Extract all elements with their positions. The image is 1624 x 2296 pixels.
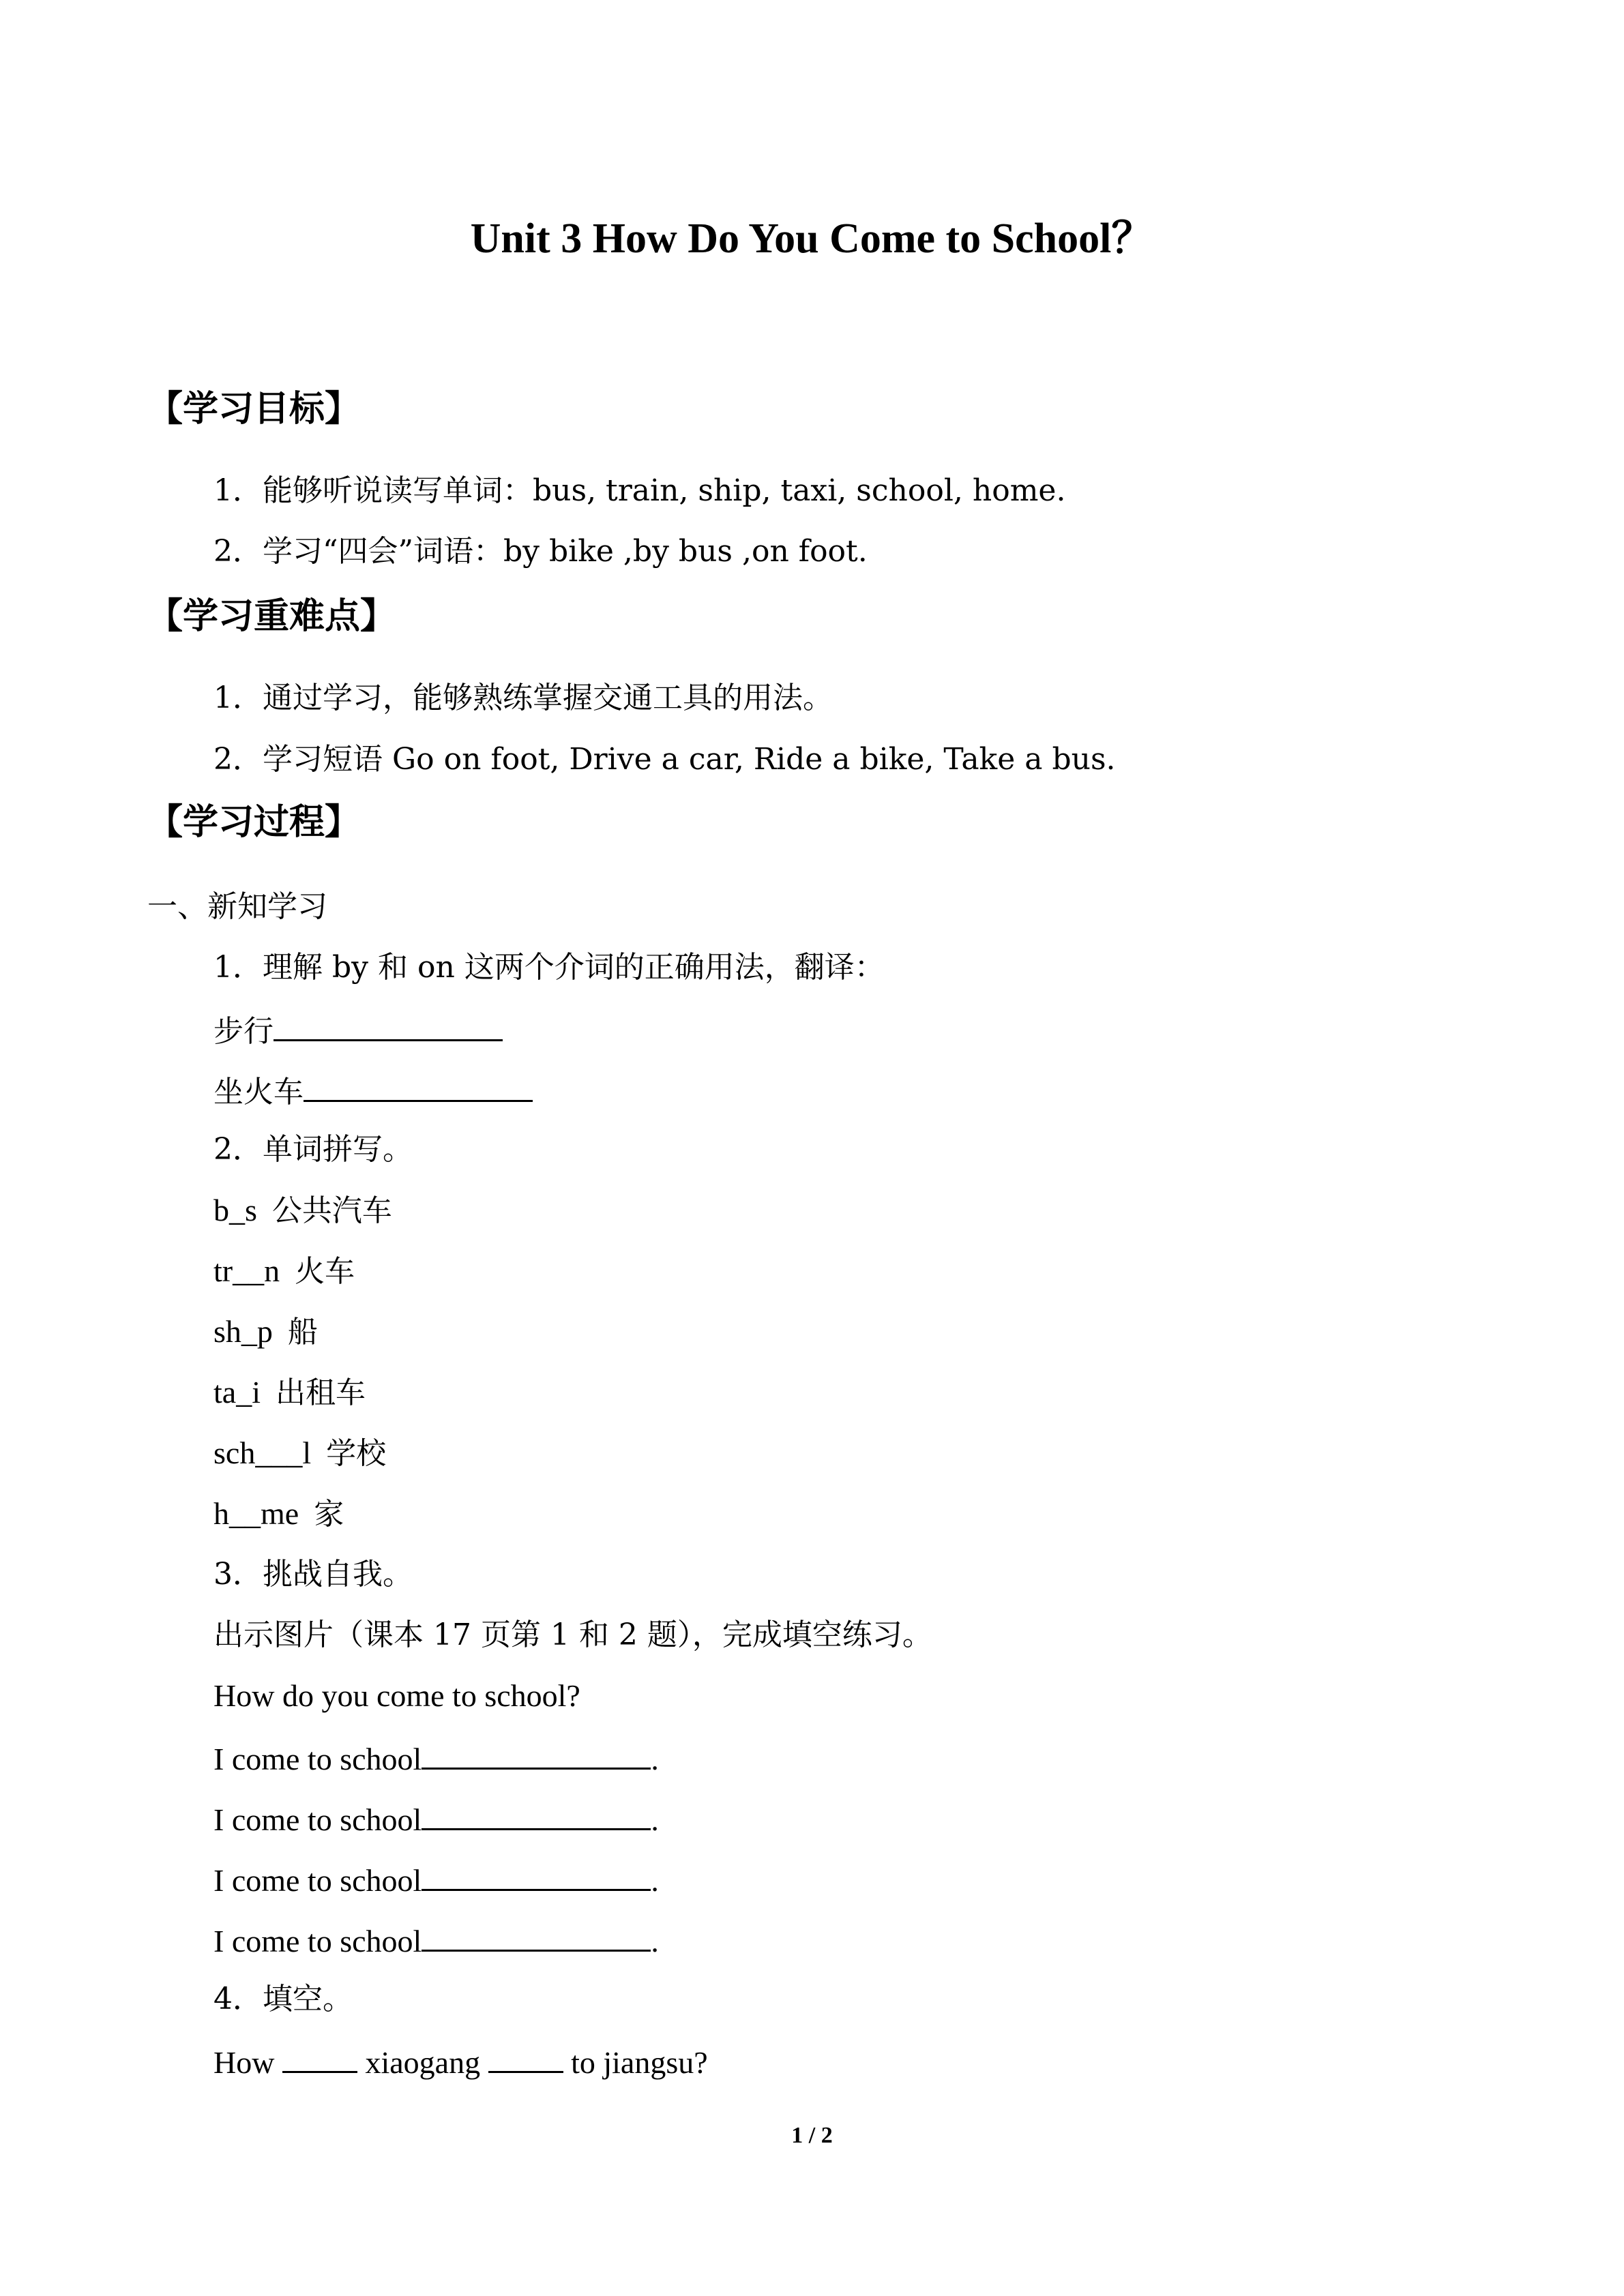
answer-end: .: [651, 1742, 659, 1776]
q1-item: [213, 1009, 503, 1051]
q4-prompt: 4．填空。: [213, 1982, 353, 2016]
spelling-meaning: 家: [314, 1497, 344, 1532]
q3-instruction: 出示图片（课本 17 页第 1 和 2 题），完成填空练习。: [213, 1617, 932, 1652]
key-points-heading: 【学习重难点】: [147, 596, 396, 637]
q1-item-label: 坐火车: [213, 1075, 304, 1109]
answer-blank[interactable]: [422, 1738, 651, 1770]
q4-sentence: [213, 2041, 708, 2082]
q4-word: to jiangsu?: [571, 2045, 708, 2080]
process-heading: 【学习过程】: [147, 802, 361, 843]
q3-answer-line: [213, 1859, 659, 1900]
q1-item: [213, 1070, 533, 1112]
answer-blank[interactable]: [304, 1070, 533, 1102]
answer-blank[interactable]: [488, 2041, 563, 2073]
q3-prompt: 3．挑战自我。: [213, 1557, 413, 1592]
spelling-word: b_s: [213, 1193, 257, 1227]
key-points-item-2: 2．学习短语 Go on foot, Drive a car, Ride a bike, Take a bus.: [213, 742, 1116, 777]
spelling-meaning: 学校: [326, 1436, 387, 1471]
part1-title: 一、新知学习: [147, 889, 327, 924]
spelling-meaning: 公共汽车: [271, 1193, 392, 1228]
goals-item-2: 2．学习“四会”词语：by bike ,by bus ,on foot.: [213, 534, 868, 569]
q4-word: xiaogang: [365, 2045, 481, 2080]
answer-stem: I come to school: [213, 1924, 422, 1958]
goals-heading: 【学习目标】: [147, 389, 361, 430]
spelling-word: sh_p: [213, 1314, 273, 1349]
answer-end: .: [651, 1924, 659, 1958]
spelling-meaning: 船: [287, 1315, 318, 1350]
spelling-word: sch___l: [213, 1435, 312, 1470]
q3-answer-line: [213, 1738, 659, 1778]
spelling-item: [213, 1191, 392, 1230]
spelling-item: [213, 1495, 344, 1534]
spelling-word: ta_i: [213, 1375, 261, 1410]
spelling-meaning: 出租车: [275, 1375, 366, 1410]
q1-prompt: 1．理解 by 和 on 这两个介词的正确用法，翻译：: [213, 950, 885, 985]
answer-stem: I come to school: [213, 1742, 422, 1776]
answer-end: .: [651, 1863, 659, 1898]
answer-stem: I come to school: [213, 1863, 422, 1898]
document-title: Unit 3 How Do You Come to School？: [470, 215, 1154, 262]
spelling-meaning: 火车: [295, 1254, 355, 1289]
answer-blank[interactable]: [422, 1798, 651, 1830]
answer-blank[interactable]: [282, 2041, 357, 2073]
q4-word: How: [213, 2045, 275, 2080]
answer-blank[interactable]: [274, 1009, 503, 1041]
spelling-item: [213, 1373, 366, 1412]
spelling-word: h__me: [213, 1496, 299, 1531]
answer-stem: I come to school: [213, 1802, 422, 1837]
q2-prompt: 2．单词拼写。: [213, 1132, 413, 1167]
spelling-word: tr__n: [213, 1253, 280, 1288]
spelling-item: [213, 1313, 318, 1352]
q3-question: How do you come to school?: [213, 1678, 580, 1713]
q3-answer-line: [213, 1920, 659, 1960]
goals-item-1: 1．能够听说读写单词：bus, train, ship, taxi, school, home.: [213, 473, 1066, 508]
page-number: 1 / 2: [791, 2123, 833, 2148]
q1-item-label: 步行: [213, 1014, 274, 1049]
answer-blank[interactable]: [422, 1859, 651, 1891]
spelling-item: [213, 1434, 386, 1473]
key-points-item-1: 1．通过学习，能够熟练掌握交通工具的用法。: [213, 681, 833, 715]
spelling-item: [213, 1252, 355, 1291]
answer-blank[interactable]: [422, 1920, 651, 1952]
answer-end: .: [651, 1802, 659, 1837]
q3-answer-line: [213, 1798, 659, 1839]
